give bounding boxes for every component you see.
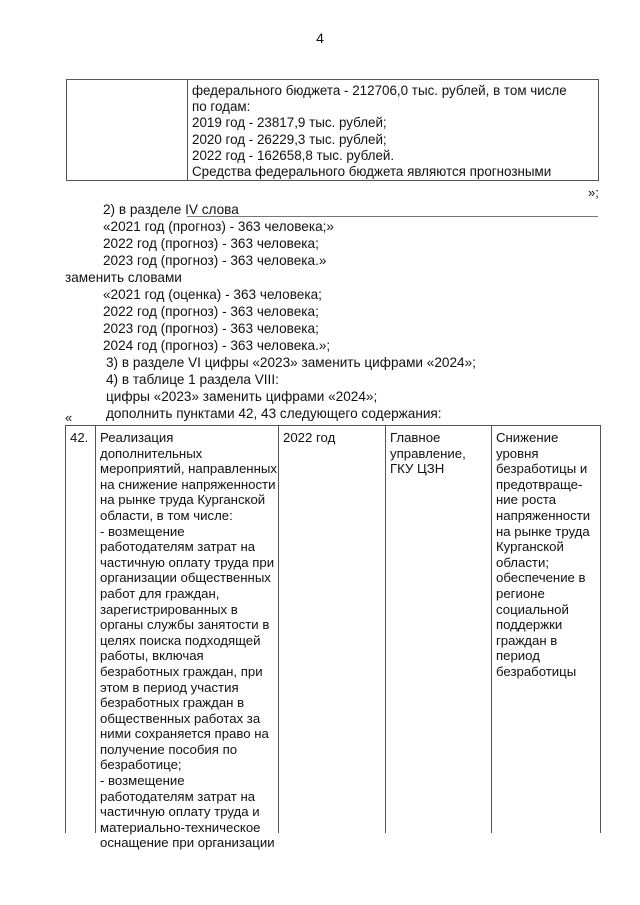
body-line: 2023 год (прогноз) - 363 человека; (103, 321, 319, 336)
description-line: на снижение напряженности (100, 476, 276, 492)
top-table-line: по годам: (192, 99, 251, 115)
description-line: области, в том числе: (100, 507, 233, 523)
description-line: ними сохраняется право на (100, 726, 269, 742)
result-line: обеспечение в (496, 570, 586, 586)
description-line: материально-техническое (100, 819, 261, 835)
measure-description (100, 430, 277, 851)
result-line: на рынке труда (496, 523, 590, 539)
description-line: - возмещение (100, 523, 185, 539)
description-line: общественных работах за (100, 710, 261, 726)
body-line: 2) в разделе IV слова (103, 202, 239, 217)
result-line: социальной (496, 601, 569, 617)
executor-line: ГКУ ЦЗН (390, 461, 445, 477)
result-line: Снижение (496, 430, 559, 445)
row-number: 42. (70, 430, 89, 445)
body-line: цифры «2023» заменить цифрами «2024»; (106, 389, 378, 404)
result-line: поддержки (496, 617, 563, 633)
result-line: регионе (496, 585, 545, 601)
result-line: период (496, 648, 540, 664)
top-table-line: 2022 год - 162658,8 тыс. рублей. (192, 147, 395, 163)
description-line: получение пособия по (100, 741, 238, 757)
measure-year: 2022 год (283, 430, 336, 445)
result-line: области; (496, 554, 549, 570)
description-line: этом в период участия (100, 679, 239, 695)
description-line: оснащение при организации (100, 835, 275, 851)
top-table-line: федерального бюджета - 212706,0 тыс. рублей, в том числе (192, 83, 567, 98)
description-line: работодателям затрат на (100, 539, 256, 555)
measure-result (496, 430, 590, 680)
result-line: предотвраще- (496, 476, 583, 492)
result-line: напряженности (496, 507, 591, 523)
description-line: безработных граждан в (100, 695, 245, 711)
top-table-line: 2019 год - 23817,9 тыс. рублей; (192, 115, 387, 131)
executor-line: Главное (390, 430, 441, 445)
body-line: заменить словами (65, 270, 182, 285)
description-line: мероприятий, направленных (100, 461, 277, 477)
open-quote: « (65, 410, 73, 425)
description-line: работы, включая (100, 648, 204, 664)
result-line: уровня (496, 445, 539, 461)
executor-line: управление, (390, 445, 466, 461)
body-line: 2023 год (прогноз) - 363 человека.» (103, 253, 327, 268)
description-line: Реализация (100, 430, 174, 445)
result-line: ние роста (496, 492, 557, 508)
description-line: частичную оплату труда и (100, 804, 260, 820)
top-table-text (192, 83, 594, 180)
result-line: Курганской (496, 539, 564, 555)
description-line: частичную оплату труда при (100, 554, 275, 570)
body-line: 3) в разделе VI цифры «2023» заменить цифрами «2024»; (106, 355, 476, 370)
description-line: организации общественных (100, 570, 271, 586)
body-line: «2021 год (оценка) - 363 человека; (103, 287, 322, 302)
closing-quote: »; (588, 185, 599, 200)
result-line: безработицы (496, 663, 577, 679)
description-line: работ для граждан, (100, 585, 220, 601)
body-line: 2024 год (прогноз) - 363 человека.»; (103, 338, 331, 353)
measure-executor (390, 430, 466, 477)
body-line: 4) в таблице 1 раздела VIII: (106, 372, 279, 387)
description-line: безработице; (100, 757, 182, 773)
body-line: 2022 год (прогноз) - 363 человека; (103, 304, 319, 319)
description-line: безработных граждан, при (100, 663, 263, 679)
measures-table (65, 425, 601, 851)
body-line: 2022 год (прогноз) - 363 человека; (103, 236, 319, 251)
description-line: органы службы занятости в (100, 617, 270, 633)
description-line: зарегистрированных в (100, 601, 238, 617)
page-number: 4 (316, 30, 324, 46)
body-line: дополнить пунктами 42, 43 следующего содержания: (106, 406, 442, 421)
table-divider (187, 80, 188, 180)
description-line: на рынке труда Курганской (100, 492, 266, 508)
description-line: целях поиска подходящей (100, 632, 261, 648)
description-line: дополнительных (100, 445, 203, 461)
top-table (66, 79, 599, 181)
description-line: - возмещение (100, 773, 185, 789)
result-line: безработицы и (496, 461, 588, 477)
result-line: граждан в (496, 632, 558, 648)
description-line: работодателям затрат на (100, 788, 256, 804)
body-line: «2021 год (прогноз) - 363 человека;» (103, 219, 334, 234)
top-table-line: 2020 год - 26229,3 тыс. рублей; (192, 131, 387, 147)
top-table-line: Средства федерального бюджета являются прогнозными (192, 164, 552, 180)
